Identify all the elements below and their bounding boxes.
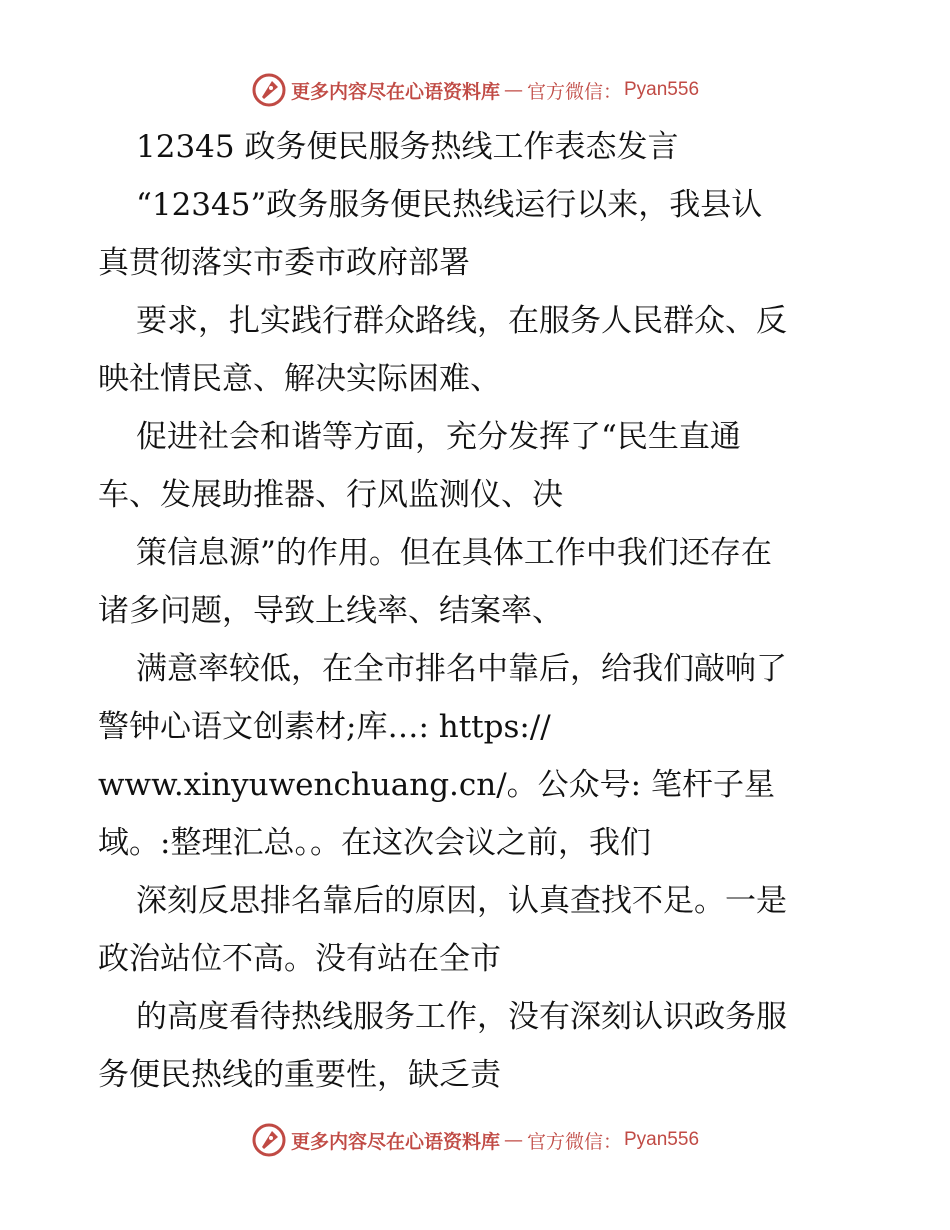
- text-line: 要求，扎实践行群众路线，在服务人民群众、反: [136, 303, 787, 339]
- text-line: 促进社会和谐等方面，充分发挥了“民生直通: [136, 419, 741, 455]
- text-line: “12345”政务服务便民热线运行以来，我县认: [136, 187, 763, 223]
- document-title: 12345 政务便民服务热线工作表态发言: [136, 129, 679, 165]
- text-line: 满意率较低，在全市排名中靠后，给我们敲响了: [136, 651, 787, 687]
- text-line: 车、发展助推器、行风监测仪、决: [98, 477, 563, 513]
- pen-nib-circle-icon: [251, 72, 287, 108]
- watermark-banner-top: [0, 68, 950, 112]
- text-line: 映社情民意、解决实际困难、: [98, 361, 501, 397]
- watermark-banner-bottom: [0, 1118, 950, 1162]
- text-line: 深刻反思排名靠后的原因，认真查找不足。一是: [136, 883, 787, 919]
- watermark-separator: —: [503, 1129, 523, 1151]
- watermark-label: 官方微信：: [526, 80, 622, 103]
- text-line: 的高度看待热线服务工作，没有深刻认识政务服: [136, 999, 787, 1035]
- text-line: 政治站位不高。没有站在全市: [98, 941, 501, 977]
- text-line: 域。:整理汇总。。在这次会议之前，我们: [98, 825, 651, 861]
- watermark-text: 更多内容尽在心语资料库: [290, 1130, 500, 1153]
- watermark-text: 更多内容尽在心语资料库: [290, 80, 500, 103]
- text-line: www.xinyuwenchuang.cn/。公众号: 笔杆子星: [98, 767, 775, 803]
- pen-nib-circle-icon: [251, 1122, 287, 1158]
- watermark-handle: Pyan556: [624, 1129, 700, 1150]
- text-line: 诸多问题，导致上线率、结案率、: [98, 593, 563, 629]
- watermark-separator: —: [503, 79, 523, 101]
- watermark-label: 官方微信：: [526, 1130, 622, 1153]
- watermark-handle: Pyan556: [624, 79, 700, 100]
- text-line: 策信息源”的作用。但在具体工作中我们还存在: [136, 535, 772, 571]
- text-line: 务便民热线的重要性，缺乏责: [98, 1057, 501, 1093]
- text-line: 警钟心语文创素材;库…: https://: [98, 709, 551, 745]
- text-line: 真贯彻落实市委市政府部署: [98, 245, 470, 281]
